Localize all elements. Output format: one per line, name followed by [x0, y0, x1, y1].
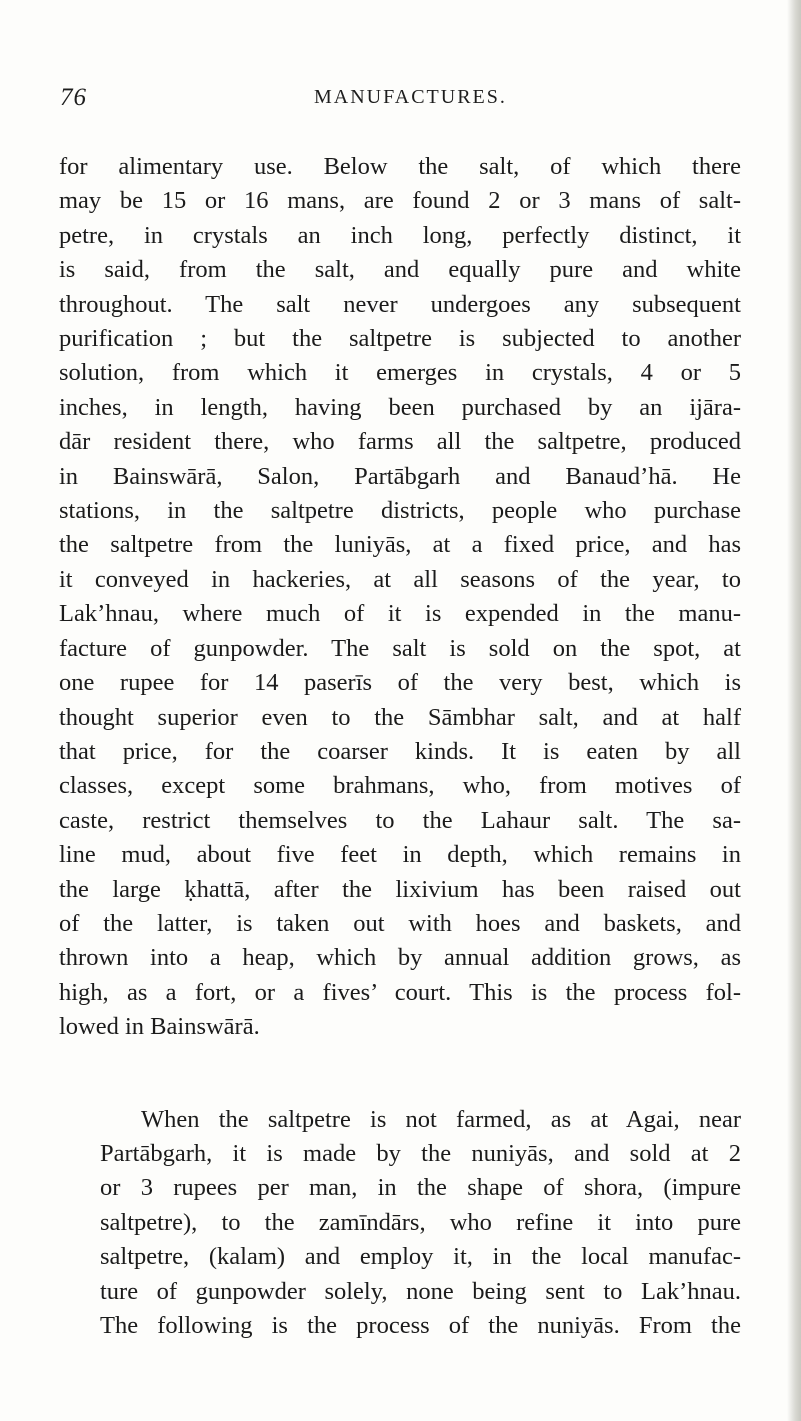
page-edge-shadow [787, 0, 801, 1421]
paragraph-2 [59, 1103, 741, 1344]
text-line: the large ḳhattā, after the lixivium has been raised out [59, 875, 741, 903]
text-line: thought superior even to the Sāmbhar salt, and at half [59, 703, 741, 731]
text-line: thrown into a heap, which by annual addition grows, as [59, 944, 741, 972]
text-line: inches, in length, having been purchased by an ijāra- [59, 393, 741, 421]
text-line: or 3 rupees per man, in the shape of shora, (impure [100, 1174, 741, 1202]
text-line: high, as a fort, or a fives’ court. This is the process fol- [59, 978, 741, 1006]
page-header [60, 84, 760, 118]
text-line: throughout. The salt never undergoes any subsequent [59, 290, 741, 318]
text-line: one rupee for 14 paserīs of the very best, which is [59, 669, 741, 697]
text-line: facture of gunpowder. The salt is sold on the spot, at [59, 634, 741, 662]
text-line: caste, restrict themselves to the Lahaur salt. The sa- [59, 806, 741, 834]
text-line: solution, from which it emerges in crystals, 4 or 5 [59, 359, 741, 387]
text-line: for alimentary use. Below the salt, of which there [59, 153, 741, 180]
text-line: line mud, about five feet in depth, which remains in [59, 841, 741, 869]
text-line: purification ; but the saltpetre is subjected to another [59, 325, 741, 353]
text-line: classes, except some brahmans, who, from motives of [59, 772, 741, 800]
text-line: is said, from the salt, and equally pure and white [59, 256, 741, 284]
text-line: saltpetre, (kalam) and employ it, in the local manufac- [100, 1243, 741, 1271]
page-number: 76 [60, 84, 87, 111]
text-line: Partābgarh, it is made by the nuniyās, and sold at 2 [100, 1139, 741, 1167]
text-line: that price, for the coarser kinds. It is eaten by all [59, 737, 741, 765]
text-line: the saltpetre from the luniyās, at a fixed price, and has [59, 531, 741, 559]
text-line: in Bainswārā, Salon, Partābgarh and Banaudʼhā. He [59, 462, 741, 490]
body-text [59, 150, 741, 1343]
text-line: stations, in the saltpetre districts, people who purchase [59, 497, 741, 525]
text-line: it conveyed in hackeries, at all seasons of the year, to [59, 565, 741, 593]
text-line: of the latter, is taken out with hoes and baskets, and [59, 909, 741, 937]
text-line: Lakʼhnau, where much of it is expended in the manu- [59, 600, 741, 628]
text-line: dār resident there, who farms all the saltpetre, produced [59, 428, 741, 456]
text-line: When the saltpetre is not farmed, as at Agai, near [141, 1105, 741, 1133]
text-line: ture of gunpowder solely, none being sent to Lakʼhnau. [100, 1277, 741, 1305]
paragraph-1 [59, 150, 741, 1045]
running-head: MANUFACTURES. [314, 86, 507, 108]
text-line: The following is the process of the nuniyās. From the [100, 1312, 741, 1339]
text-line: petre, in crystals an inch long, perfectly distinct, it [59, 221, 741, 249]
text-line: may be 15 or 16 mans, are found 2 or 3 mans of salt- [59, 187, 741, 215]
text-line: lowed in Bainswārā. [59, 1013, 260, 1041]
text-line: saltpetre), to the zamīndārs, who refine it into pure [100, 1208, 741, 1236]
